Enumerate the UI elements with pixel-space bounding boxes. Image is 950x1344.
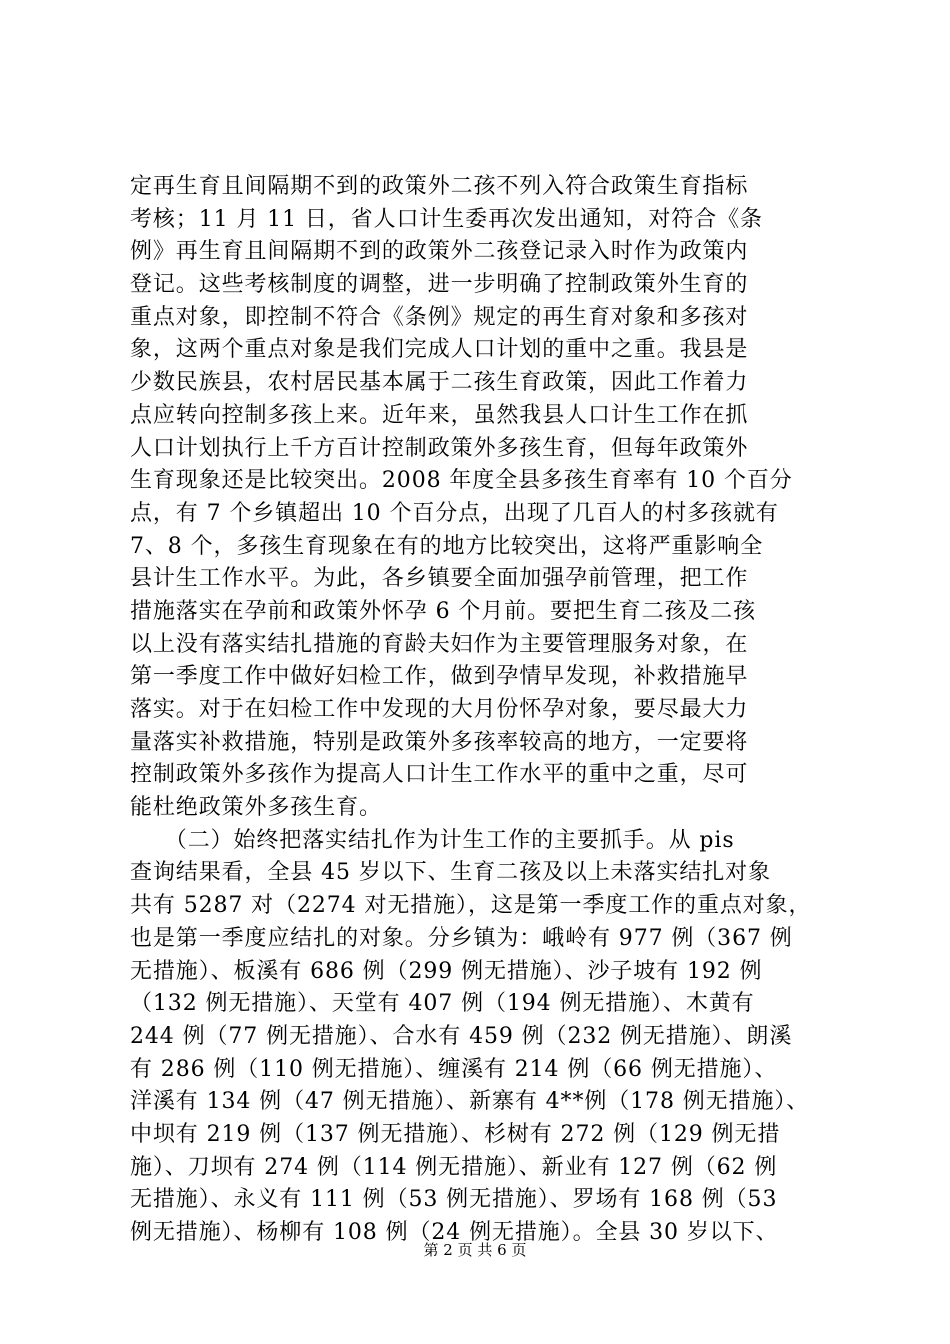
text-line: 生育现象还是比较突出。2008 年度全县多孩生育率有 10 个百分: [130, 468, 793, 494]
text-line: 重点对象，即控制不符合《条例》规定的再生育对象和多孩对: [130, 304, 749, 330]
text-line: 考核；11 月 11 日，省人口计生委再次发出通知，对符合《条: [130, 206, 763, 232]
text-line: 县计生工作水平。为此，各乡镇要全面加强孕前管理，把工作: [130, 566, 749, 592]
text-line: 中坝有 219 例（137 例无措施）、杉树有 272 例（129 例无措: [130, 1121, 781, 1147]
text-line: 有 286 例（110 例无措施）、缠溪有 214 例（66 例无措施）、: [130, 1056, 778, 1082]
text-line: 洋溪有 134 例（47 例无措施）、新寨有 4**例（178 例无措施）、: [130, 1089, 810, 1115]
body-text: [130, 171, 830, 1250]
text-line: 7、8 个，多孩生育现象在有的地方比较突出，这将严重影响全: [130, 533, 764, 559]
text-line: 无措施）、永义有 111 例（53 例无措施）、罗场有 168 例（53: [130, 1187, 778, 1213]
text-line: 第一季度工作中做好妇检工作，做到孕情早发现，补救措施早: [130, 664, 749, 690]
text-line: 点应转向控制多孩上来。近年来，虽然我县人口计生工作在抓: [130, 402, 749, 428]
text-line: 以上没有落实结扎措施的育龄夫妇作为主要管理服务对象，在: [130, 631, 749, 657]
text-line: 共有 5287 对（2274 对无措施），这是第一季度工作的重点对象，: [130, 893, 812, 919]
text-line: 量落实补救措施，特别是政策外多孩率较高的地方，一定要将: [130, 729, 749, 755]
text-line: 无措施）、板溪有 686 例（299 例无措施）、沙子坡有 192 例: [130, 958, 763, 984]
text-line: 登记。这些考核制度的调整，进一步明确了控制政策外生育的: [130, 272, 749, 298]
page-number-footer: 第 2 页 共 6 页: [423, 1241, 527, 1259]
text-line: 点，有 7 个乡镇超出 10 个百分点，出现了几百人的村多孩就有: [130, 500, 779, 526]
section-heading-line: （二）始终把落实结扎作为计生工作的主要抓手。从 pis: [130, 827, 735, 853]
text-line: （132 例无措施）、天堂有 407 例（194 例无措施）、木黄有: [130, 991, 755, 1017]
text-line: 象，这两个重点对象是我们完成人口计划的重中之重。我县是: [130, 337, 749, 363]
text-line: 人口计划执行上千方百计控制政策外多孩生育，但每年政策外: [130, 435, 749, 461]
text-line: 定再生育且间隔期不到的政策外二孩不列入符合政策生育指标: [130, 174, 749, 199]
text-line: 244 例（77 例无措施）、合水有 459 例（232 例无措施）、朗溪: [130, 1023, 793, 1049]
text-line: 控制政策外多孩作为提高人口计生工作水平的重中之重，尽可: [130, 762, 749, 788]
text-line: 施）、刀坝有 274 例（114 例无措施）、新业有 127 例（62 例: [130, 1154, 778, 1180]
text-line: 措施落实在孕前和政策外怀孕 6 个月前。要把生育二孩及二孩: [130, 598, 757, 624]
text-line: 例无措施）、杨柳有 108 例（24 例无措施）。全县 30 岁以下、: [130, 1220, 779, 1245]
text-line: 落实。对于在妇检工作中发现的大月份怀孕对象，要尽最大力: [130, 697, 749, 722]
text-line: 例》再生育且间隔期不到的政策外二孩登记录入时作为政策内: [130, 239, 749, 265]
text-line: 查询结果看，全县 45 岁以下、生育二孩及以上未落实结扎对象: [130, 860, 771, 886]
text-line: 能杜绝政策外多孩生育。: [130, 795, 382, 821]
text-line: 少数民族县，农村居民基本属于二孩生育政策，因此工作着力: [130, 370, 749, 396]
text-line: 也是第一季度应结扎的对象。分乡镇为：峨岭有 977 例（367 例: [130, 925, 793, 951]
